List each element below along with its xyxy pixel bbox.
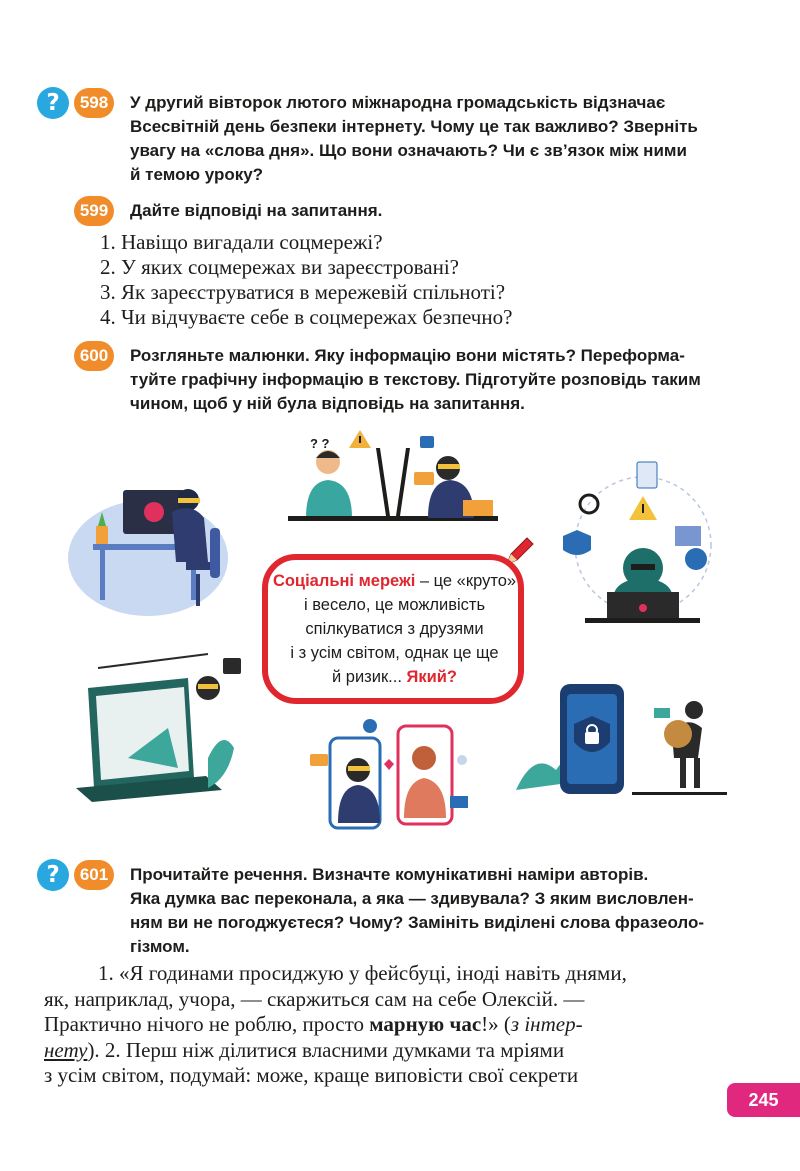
body-paragraph: 1. «Я годинами просиджую у фейсбуці, іноді навіть днями, як, наприклад, учора, — скаржиться сам на себе Олексій. — Практично нічого не роблю, просто марную час!» (з інтер- нету). 2. Перш ніж ділитися власними думками та мріями з усім світом, подумай: може, краще виповісти свої секрети xyxy=(44,961,627,1087)
callout-text: Соціальні мережі – це «круто» і весело, це можливість спілкуватися з друзями і з усім світом, однак це ще й ризик... Який? xyxy=(272,572,517,686)
task-number-599: 599 xyxy=(74,196,114,226)
svg-text:? ?: ? ? xyxy=(310,436,330,451)
task-600-text: Розгляньте малюнки. Яку інформацію вони містять? Переформа- туйте графічну інформацію в текстову. Підготуйте розповідь таким чином, щоб у ній була відповідь на запитання. xyxy=(130,346,701,413)
task-599-text: Дайте відповіді на запитання. xyxy=(130,201,383,220)
hacker-at-desk-illustration xyxy=(68,478,238,618)
question-icon: ? xyxy=(37,87,69,119)
task-601-text: Прочитайте речення. Визначте комунікативні наміри авторів. Яка думка вас переконала, а яка — здивувала? З яким висловлен- ням ви не погоджуєтеся? Чому? Замініть виділені слова фразеоло- гізмом. xyxy=(130,865,705,956)
task-number-600: 600 xyxy=(74,341,114,371)
list-item: 1. Навіщо вигадали соцмережі? xyxy=(100,230,383,254)
laptop-phishing-illustration xyxy=(68,648,248,808)
phone-lock-thief-illustration xyxy=(512,680,732,800)
page-number: 245 xyxy=(727,1083,800,1117)
task-number-598: 598 xyxy=(74,88,114,118)
list-item: 2. У яких соцмережах ви зареєстровані? xyxy=(100,255,459,279)
online-scam-illustration xyxy=(300,718,475,838)
task-599-questions xyxy=(100,230,512,330)
list-item: 3. Як зареєструватися в мережевій спільноті? xyxy=(100,280,506,304)
task-number-601: 601 xyxy=(74,860,114,890)
hacker-network-illustration xyxy=(555,460,730,625)
callout-highlight: Соціальні мережі xyxy=(272,572,416,590)
task-598-text: У другий вівторок лютого міжнародна громадськість відзначає Всесвітній день безпеки інтернету. Чому це так важливо? Зверніть увагу на «слова дня». Що вони означають? Чи є зв’язок між ними й темою уроку? xyxy=(130,93,698,184)
question-icon: ? xyxy=(37,859,69,891)
confused-person-and-hacker-illustration xyxy=(288,430,508,525)
list-item: 4. Чи відчуваєте себе в соцмережах безпечно? xyxy=(100,305,513,329)
